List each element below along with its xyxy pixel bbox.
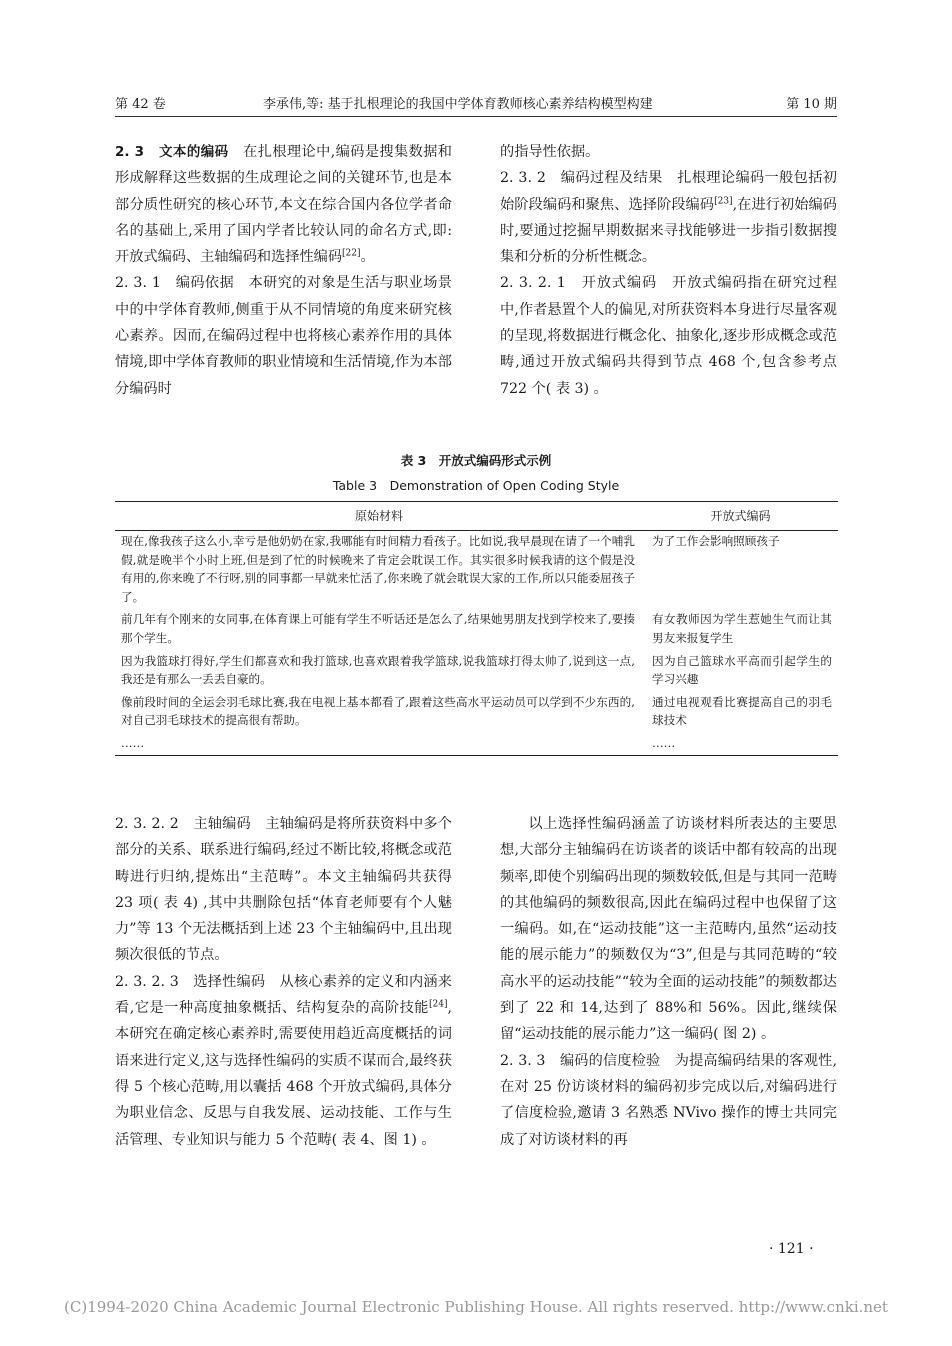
open-coding-table xyxy=(115,501,838,756)
raw-material-cell: 前几年有个刚来的女同事,在体育课上可能有学生不听话还是怎么了,结果她男朋友找到学校来了,要揍那个学生。 xyxy=(121,612,635,645)
citation: [22] xyxy=(342,248,361,259)
open-code-cell: 为了工作会影响照顾孩子 xyxy=(652,534,780,548)
section-2-3-2-2 xyxy=(115,811,452,969)
page-number: · 121 · xyxy=(769,1241,814,1257)
table-caption-cn: 表 3 开放式编码形式示例 xyxy=(400,453,552,468)
table-row xyxy=(115,733,838,755)
paragraph-text-cont: ,在进行初始编码时,要通过挖掘早期数据来寻找能够进一步指引数据搜集和分析的分析性概念。 xyxy=(500,196,837,266)
table-header-row xyxy=(115,502,838,531)
raw-material-cell: 现在,像我孩子这么小,幸亏是他奶奶在家,我哪能有时间精力看孩子。比如说,我早晨现在请了一个哺乳假,就是晚半个小时上班,但是到了忙的时候晚来了肯定会耽误工作。其实很多时候我请的这个假是没有用的,你来晚了不行呀,别的同事都一早就来忙活了,你来晚了就会耽误大家的工作,所以只能委屈孩子了。 xyxy=(121,534,635,604)
section-number: 2. 3. 2. 3 xyxy=(115,973,179,990)
paragraph-text: 在扎根理论中,编码是搜集数据和形成解释这些数据的生成理论之间的关键环节,也是本部分质性研究的核心环节,本文在综合国内各位学者命名的基础上,采用了国内学者比较认同的命名方式,即: 开放式编码、主轴编码和选择性编码 xyxy=(115,144,452,266)
section-title: 编码的信度检验 xyxy=(559,1052,661,1069)
section-title: 文本的编码 xyxy=(159,144,229,160)
open-code-cell: 通过电视观看比赛提高自己的羽毛球技术 xyxy=(652,694,832,728)
section-2-3-1 xyxy=(115,270,452,401)
running-header xyxy=(115,93,837,115)
section-number: 2. 3. 2 xyxy=(500,170,546,187)
section-number: 2. 3 xyxy=(115,144,145,160)
section-title: 主轴编码 xyxy=(193,816,251,832)
top-left-column xyxy=(115,139,452,402)
continued-text: 的指导性依据。 xyxy=(500,144,600,160)
copyright-footer: (C)1994-2020 China Academic Journal Electronic Publishing House. All rights reserved. http://www.cnki.net xyxy=(64,1298,888,1316)
section-title: 开放式编码 xyxy=(581,275,658,292)
article-title: 李承伟,等: 基于扎根理论的我国中学体育教师核心素养结构模型构建 xyxy=(263,97,653,112)
paragraph-text: 主轴编码是将所获资料中多个部分的关系、联系进行编码,经过不断比较,将概念或范畴进行归纳,提炼出“主范畴”。本文主轴编码共获得 23 项( 表 4) ,其中共删除包括“体育老师要有个人魅力”等 13 个无法概括到上述 23 个主轴编码中,且出现频次很低的节点。 xyxy=(115,816,452,964)
table-row xyxy=(115,651,838,692)
column-header-raw-material: 原始材料 xyxy=(115,502,643,531)
top-right-column xyxy=(500,139,837,402)
header-rule xyxy=(115,116,837,117)
citation: [24] xyxy=(429,999,448,1010)
paragraph-text: 为提高编码结果的客观性,在对 25 份访谈材料的编码初步完成以后,对编码进行了信度检验,邀请 3 名熟悉 NVivo 操作的博士共同完成了对访谈材料的再 xyxy=(500,1052,837,1148)
open-code-cell: …… xyxy=(643,733,838,755)
open-code-cell: 因为自己篮球水平高而引起学生的学习兴趣 xyxy=(652,653,832,687)
paragraph-text-cont: ,本研究在确定核心素养时,需要使用趋近高度概括的词语来进行定义,这与选择性编码的实质不谋而合,最终获得 5 个核心范畴,用以囊括 468 个开放式编码,具体分为职业信念、反思与自我发展、运动技能、工作与生活管理、专业知识与能力 5 个范畴( 表 4、图 1) 。 xyxy=(115,1000,452,1148)
raw-material-cell: 像前段时间的全运会羽毛球比赛,我在电视上基本都看了,跟着这些高水平运动员可以学到不少东西的,对自己羽毛球技术的提高很有帮助。 xyxy=(121,694,635,728)
section-2-3-2-3 xyxy=(115,969,452,1153)
section-2-3-2-1 xyxy=(500,270,837,401)
issue-label: 第 10 期 xyxy=(786,97,837,112)
bottom-right-column xyxy=(500,811,837,1153)
table-row xyxy=(115,692,838,733)
table-row xyxy=(115,531,838,610)
paragraph: 以上选择性编码涵盖了访谈材料所表达的主要思想,大部分主轴编码在访谈者的谈话中都有较高的出现频率,即使个别编码出现的频数较低,但是与其同一范畴的其他编码的频数很高,因此在编码过程中也保留了这一编码。如,在“运动技能”这一主范畴内,虽然“运动技能的展示能力”的频数仅为“3”,但是与其同范畴的“较高水平的运动技能”“较为全面的运动技能”的频数都达到了 22 和 14,达到了 88%和 56%。因此,继续保留“运动技能的展示能力”这一编码( 图 2) 。 xyxy=(500,816,837,1043)
section-title: 编码依据 xyxy=(175,275,234,292)
section-number: 2. 3. 2. 1 xyxy=(500,275,566,292)
section-2-3 xyxy=(115,139,452,270)
paragraph-text: 开放式编码指在研究过程中,作者悬置个人的偏见,对所获资料本身进行尽量客观的呈现,将数据进行概念化、抽象化,逐步形成概念或范畴,通过开放式编码共得到节点 468 个,包含参考点 722 个( 表 3) 。 xyxy=(500,275,837,397)
citation: [23] xyxy=(714,195,733,206)
section-title: 编码过程及结果 xyxy=(560,170,663,187)
paragraph-text: 从核心素养的定义和内涵来看,它是一种高度抽象概括、结构复杂的高阶技能 xyxy=(115,973,452,1017)
section-number: 2. 3. 2. 2 xyxy=(115,816,179,832)
paragraph-end: 。 xyxy=(360,249,375,266)
section-2-3-3 xyxy=(500,1048,837,1153)
paragraph-text: 本研究的对象是生活与职业场景中的中学体育教师,侧重于从不同情境的角度来研究核心素养。因而,在编码过程中也将核心素养作用的具体情境,即中学体育教师的职业情境和生活情境,作为本部分编码时 xyxy=(115,275,452,397)
column-header-open-coding: 开放式编码 xyxy=(643,502,838,531)
section-title: 选择性编码 xyxy=(193,973,266,990)
paragraph-text: 扎根理论编码一般包括初始阶段编码和聚焦、选择阶段编码 xyxy=(500,170,837,213)
table-caption-en: Table 3 Demonstration of Open Coding Style xyxy=(332,478,620,493)
raw-material-cell: …… xyxy=(115,733,643,755)
raw-material-cell: 因为我篮球打得好,学生们都喜欢和我打篮球,也喜欢跟着我学篮球,说我篮球打得太帅了,说到这一点,我还是有那么一丢丢自豪的。 xyxy=(121,653,635,687)
section-number: 2. 3. 1 xyxy=(115,275,161,292)
section-2-3-2 xyxy=(500,165,837,270)
section-number: 2. 3. 3 xyxy=(500,1052,546,1069)
table-row xyxy=(115,609,838,650)
volume-label: 第 42 卷 xyxy=(115,97,166,112)
bottom-left-column xyxy=(115,811,452,1153)
open-code-cell: 有女教师因为学生惹她生气而让其男友来报复学生 xyxy=(652,612,832,645)
